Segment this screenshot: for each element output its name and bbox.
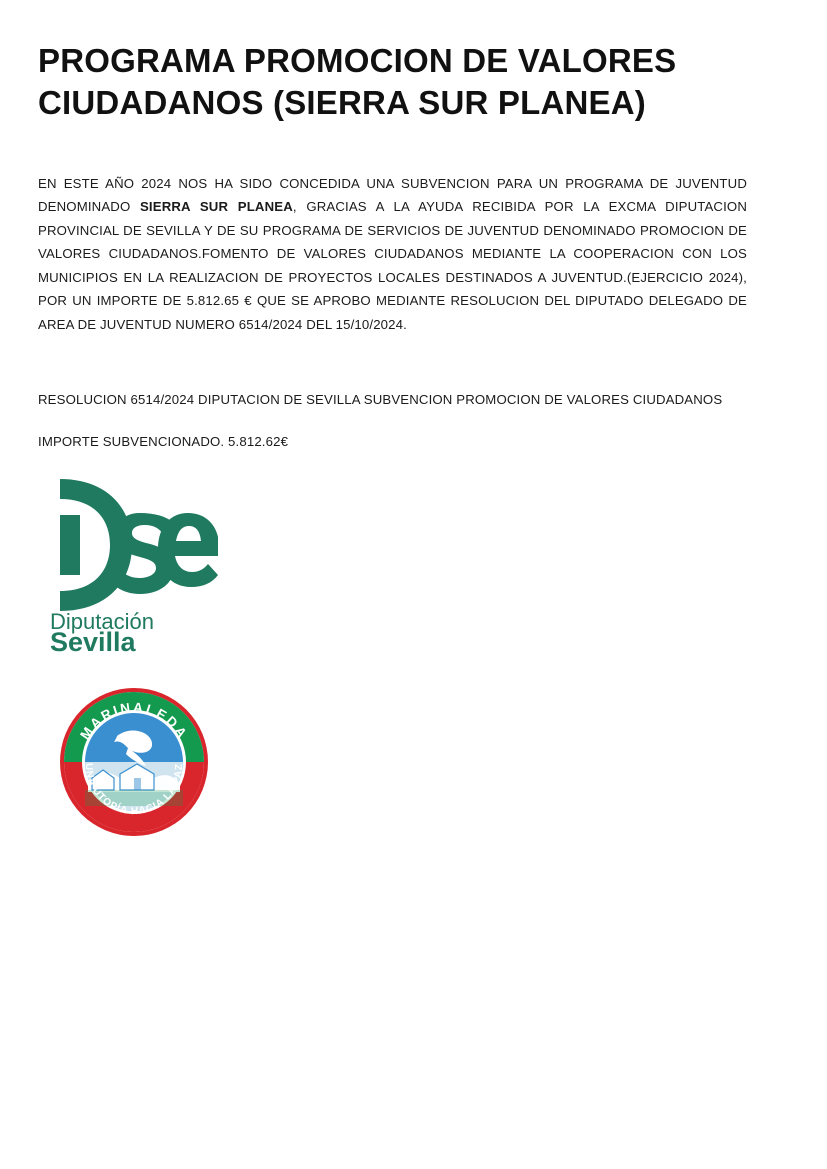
marinaleda-seal-logo bbox=[58, 686, 210, 838]
diputacion-line2: Sevilla bbox=[50, 626, 136, 652]
body-paragraph bbox=[38, 172, 747, 337]
body-text-emphasis: SIERRA SUR PLANEA bbox=[139, 199, 293, 215]
body-text-part2: , GRACIAS A LA AYUDA RECIBIDA POR LA EXCMA DIPUTACION PROVINCIAL DE SEVILLA Y DE SU PROGRAMA DE SERVICIOS DE JUVENTUD DENOMINADO PROMOCION DE VALORES CIUDADANOS.FOMENTO DE VALORES CIUDADANOS MEDIANTE LA COOPERACION CON LOS MUNICIPIOS EN LA REALIZACION DE PROYECTOS LOCALES DESTINADOS A JUVENTUD.(EJERCICIO 2024), POR UN IMPORTE DE 5.812.65 € QUE SE APROBO MEDIANTE RESOLUCION DEL DIPUTADO DELEGADO DE AREA DE JUVENTUD NUMERO 6514/2024 DEL 15/10/2024. bbox=[38, 199, 747, 332]
marinaleda-bottom-text: UNA UTOPÍA HACIA LA PAZ bbox=[82, 762, 186, 817]
subsidy-amount: IMPORTE SUBVENCIONADO. 5.812.62€ bbox=[38, 433, 289, 449]
marinaleda-top-text: MARINALEDA bbox=[77, 699, 191, 742]
body-text-part1: EN ESTE AÑO 2024 NOS HA SIDO CONCEDIDA UNA SUBVENCION PARA UN PROGRAMA DE JUVENTUD DENOMINADO bbox=[38, 175, 747, 215]
resolution-reference: RESOLUCION 6514/2024 DIPUTACION DE SEVILLA SUBVENCION PROMOCION DE VALORES CIUDADANOS bbox=[38, 392, 723, 408]
page-title: PROGRAMA PROMOCION DE VALORES CIUDADANOS (SIERRA SUR PLANEA) bbox=[38, 42, 677, 121]
diputacion-line1: Diputación bbox=[50, 608, 154, 634]
diputacion-sevilla-logo bbox=[48, 467, 218, 652]
